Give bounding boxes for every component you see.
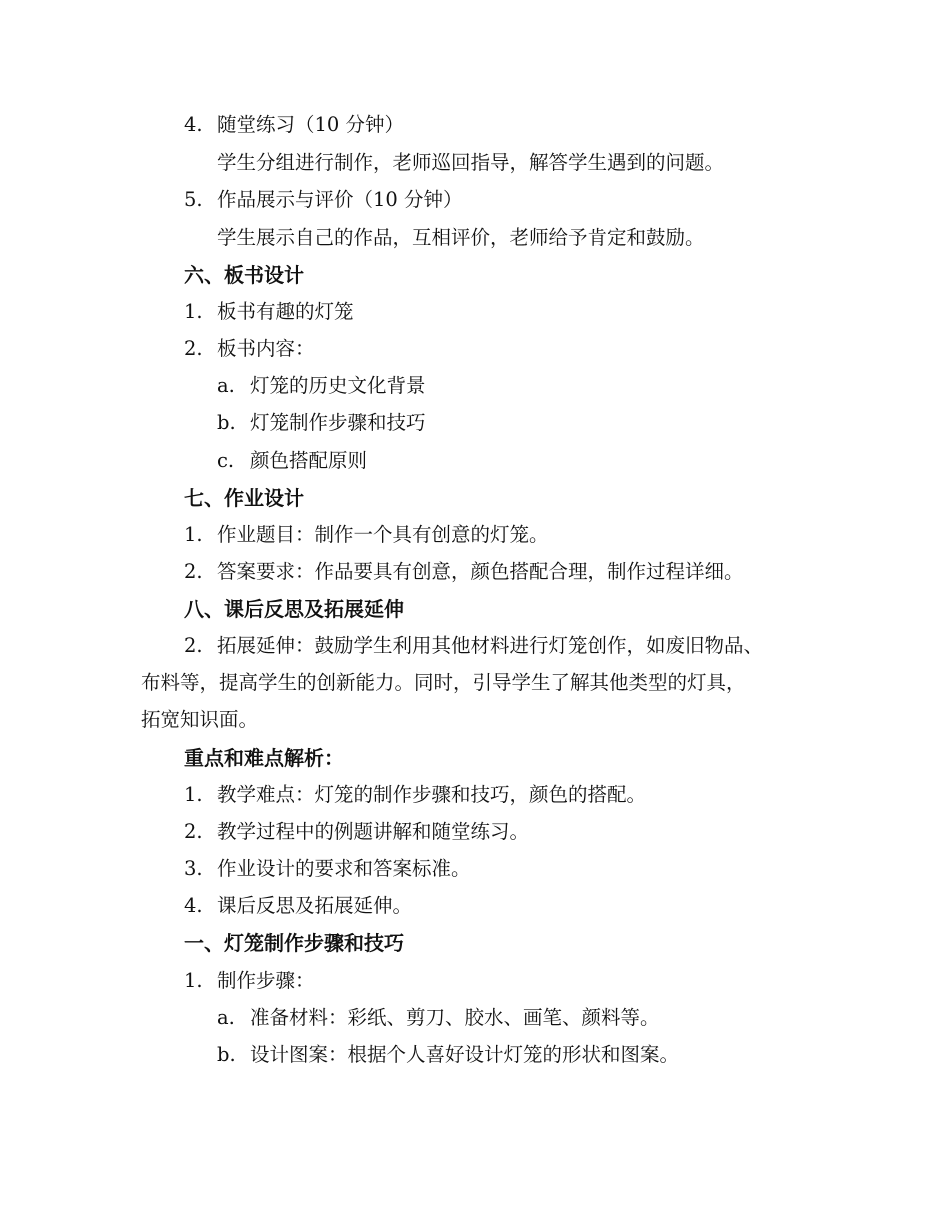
sub-list-text: 设计图案：根据个人喜好设计灯笼的形状和图案。 xyxy=(250,1043,680,1066)
list-number: 1. xyxy=(184,783,203,806)
list-text: 课后反思及拓展延伸。 xyxy=(217,894,413,917)
sub-list-item xyxy=(217,373,426,399)
sub-list-text: 准备材料：彩纸、剪刀、胶水、画笔、颜料等。 xyxy=(250,1006,660,1029)
list-text: 拓展延伸：鼓励学生利用其他材料进行灯笼创作，如废旧物品、 xyxy=(217,634,764,657)
list-item xyxy=(184,559,744,585)
list-text: 板书有趣的灯笼 xyxy=(217,300,354,323)
sub-list-letter: b. xyxy=(217,411,236,434)
paragraph: 学生展示自己的作品，互相评价，老师给予肯定和鼓励。 xyxy=(217,226,705,249)
list-text: 教学难点：灯笼的制作步骤和技巧，颜色的搭配。 xyxy=(217,783,647,806)
sub-list-item xyxy=(217,448,367,474)
list-item xyxy=(184,782,646,808)
sub-list-letter: a. xyxy=(217,374,235,397)
list-text: 作业题目：制作一个具有创意的灯笼。 xyxy=(217,523,549,546)
sub-list-item xyxy=(217,1042,679,1068)
list-item xyxy=(184,893,412,919)
list-text: 作业设计的要求和答案标准。 xyxy=(217,857,471,880)
list-number: 1. xyxy=(184,969,203,992)
list-item xyxy=(184,522,549,548)
section-heading: 七、作业设计 xyxy=(184,486,304,510)
sub-list-item xyxy=(217,410,426,436)
list-number: 4. xyxy=(184,894,203,917)
section-heading: 六、板书设计 xyxy=(184,263,304,287)
paragraph: 学生分组进行制作，老师巡回指导，解答学生遇到的问题。 xyxy=(217,151,725,174)
list-item xyxy=(184,299,354,325)
sub-list-letter: c. xyxy=(217,449,235,472)
list-item xyxy=(184,336,315,362)
list-number: 2. xyxy=(184,560,203,583)
list-text: 板书内容： xyxy=(217,337,315,360)
list-text: 随堂练习（10 分钟） xyxy=(217,113,405,136)
list-number: 4. xyxy=(184,113,203,136)
sub-list-item xyxy=(217,1005,660,1031)
list-text: 答案要求：作品要具有创意，颜色搭配合理，制作过程详细。 xyxy=(217,560,744,583)
list-number: 2. xyxy=(184,820,203,843)
sub-list-text: 灯笼制作步骤和技巧 xyxy=(250,411,426,434)
paragraph-line: 布料等，提高学生的创新能力。同时，引导学生了解其他类型的灯具， xyxy=(141,671,746,694)
list-number: 5. xyxy=(184,188,203,211)
list-number: 2. xyxy=(184,634,203,657)
paragraph-first-line xyxy=(184,633,763,659)
sub-list-letter: b. xyxy=(217,1043,236,1066)
list-item xyxy=(184,856,471,882)
list-item xyxy=(184,187,463,213)
list-number: 3. xyxy=(184,857,203,880)
list-text: 制作步骤： xyxy=(217,969,315,992)
sub-list-letter: a. xyxy=(217,1006,235,1029)
list-item xyxy=(184,112,404,138)
list-number: 2. xyxy=(184,337,203,360)
section-heading: 八、课后反思及拓展延伸 xyxy=(184,597,404,621)
list-number: 1. xyxy=(184,523,203,546)
section-heading: 一、灯笼制作步骤和技巧 xyxy=(184,931,404,955)
list-text: 作品展示与评价（10 分钟） xyxy=(217,188,463,211)
list-item xyxy=(184,968,315,994)
list-text: 教学过程中的例题讲解和随堂练习。 xyxy=(217,820,530,843)
sub-list-text: 颜色搭配原则 xyxy=(250,449,368,472)
paragraph-line: 拓宽知识面。 xyxy=(141,708,259,731)
list-number: 1. xyxy=(184,300,203,323)
sub-list-text: 灯笼的历史文化背景 xyxy=(250,374,426,397)
list-item xyxy=(184,819,529,845)
section-heading: 重点和难点解析： xyxy=(184,746,344,770)
